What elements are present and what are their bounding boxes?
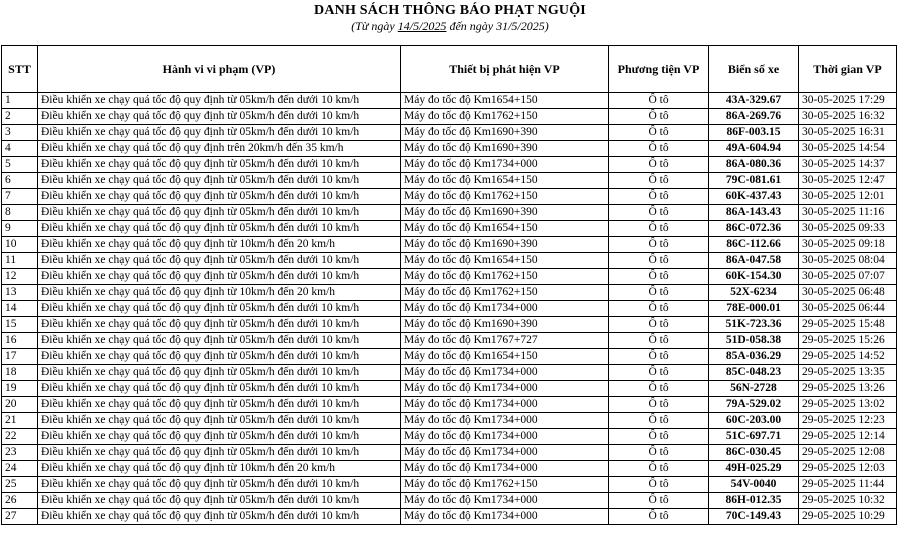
cell-behavior: Điều khiển xe chạy quá tốc độ quy định từ 05km/h đến dưới 10 km/h xyxy=(38,445,401,461)
cell-device: Máy đo tốc độ Km1762+150 xyxy=(401,285,609,301)
document-title: DANH SÁCH THÔNG BÁO PHẠT NGUỘI xyxy=(314,3,586,18)
cell-stt: 1 xyxy=(2,93,38,109)
cell-device: Máy đo tốc độ Km1767+727 xyxy=(401,333,609,349)
table-header-row xyxy=(2,46,897,93)
cell-vehicle: Ô tô xyxy=(609,397,709,413)
cell-behavior: Điều khiển xe chạy quá tốc độ quy định từ 05km/h đến dưới 10 km/h xyxy=(38,397,401,413)
cell-plate: 60K-154.30 xyxy=(709,269,799,285)
document-subtitle xyxy=(0,19,900,34)
cell-time: 29-05-2025 15:26 xyxy=(799,333,897,349)
cell-time: 29-05-2025 12:08 xyxy=(799,445,897,461)
cell-behavior: Điều khiển xe chạy quá tốc độ quy định từ 05km/h đến dưới 10 km/h xyxy=(38,349,401,365)
cell-plate: 86C-030.45 xyxy=(709,445,799,461)
cell-plate: 78E-000.01 xyxy=(709,301,799,317)
cell-device: Máy đo tốc độ Km1654+150 xyxy=(401,253,609,269)
cell-stt: 13 xyxy=(2,285,38,301)
cell-stt: 8 xyxy=(2,205,38,221)
table-row xyxy=(2,125,897,141)
cell-vehicle: Ô tô xyxy=(609,445,709,461)
cell-time: 30-05-2025 07:07 xyxy=(799,269,897,285)
cell-device: Máy đo tốc độ Km1654+150 xyxy=(401,349,609,365)
cell-plate: 49A-604.94 xyxy=(709,141,799,157)
cell-device: Máy đo tốc độ Km1654+150 xyxy=(401,173,609,189)
cell-vehicle: Ô tô xyxy=(609,413,709,429)
cell-time: 30-05-2025 16:32 xyxy=(799,109,897,125)
table-row xyxy=(2,189,897,205)
cell-plate: 86H-012.35 xyxy=(709,493,799,509)
cell-device: Máy đo tốc độ Km1734+000 xyxy=(401,509,609,525)
cell-time: 30-05-2025 12:47 xyxy=(799,173,897,189)
table-row xyxy=(2,221,897,237)
cell-stt: 18 xyxy=(2,365,38,381)
cell-behavior: Điều khiển xe chạy quá tốc độ quy định từ 05km/h đến dưới 10 km/h xyxy=(38,365,401,381)
subtitle-suffix: ) xyxy=(544,19,549,33)
cell-time: 30-05-2025 14:37 xyxy=(799,157,897,173)
cell-stt: 19 xyxy=(2,381,38,397)
cell-plate: 54V-0040 xyxy=(709,477,799,493)
table-row xyxy=(2,285,897,301)
cell-stt: 2 xyxy=(2,109,38,125)
cell-stt: 23 xyxy=(2,445,38,461)
cell-plate: 49H-025.29 xyxy=(709,461,799,477)
cell-stt: 6 xyxy=(2,173,38,189)
cell-stt: 12 xyxy=(2,269,38,285)
table-row xyxy=(2,141,897,157)
cell-stt: 15 xyxy=(2,317,38,333)
table-row xyxy=(2,269,897,285)
cell-stt: 22 xyxy=(2,429,38,445)
cell-plate: 70C-149.43 xyxy=(709,509,799,525)
cell-vehicle: Ô tô xyxy=(609,429,709,445)
cell-vehicle: Ô tô xyxy=(609,349,709,365)
header-vehicle: Phương tiện VP xyxy=(609,46,709,93)
cell-stt: 14 xyxy=(2,301,38,317)
cell-device: Máy đo tốc độ Km1690+390 xyxy=(401,237,609,253)
cell-device: Máy đo tốc độ Km1734+000 xyxy=(401,381,609,397)
cell-device: Máy đo tốc độ Km1690+390 xyxy=(401,317,609,333)
subtitle-from-date: 14/5/2025 xyxy=(397,19,447,33)
subtitle-prefix: (Từ ngày xyxy=(351,19,398,33)
cell-time: 30-05-2025 12:01 xyxy=(799,189,897,205)
cell-vehicle: Ô tô xyxy=(609,381,709,397)
cell-vehicle: Ô tô xyxy=(609,461,709,477)
cell-device: Máy đo tốc độ Km1690+390 xyxy=(401,125,609,141)
cell-behavior: Điều khiển xe chạy quá tốc độ quy định từ 05km/h đến dưới 10 km/h xyxy=(38,509,401,525)
cell-device: Máy đo tốc độ Km1734+000 xyxy=(401,429,609,445)
cell-vehicle: Ô tô xyxy=(609,93,709,109)
table-row xyxy=(2,237,897,253)
cell-plate: 85A-036.29 xyxy=(709,349,799,365)
cell-plate: 86C-112.66 xyxy=(709,237,799,253)
table-row xyxy=(2,445,897,461)
cell-plate: 79C-081.61 xyxy=(709,173,799,189)
table-row xyxy=(2,253,897,269)
cell-stt: 16 xyxy=(2,333,38,349)
table-row xyxy=(2,509,897,525)
cell-vehicle: Ô tô xyxy=(609,237,709,253)
cell-device: Máy đo tốc độ Km1654+150 xyxy=(401,221,609,237)
cell-behavior: Điều khiển xe chạy quá tốc độ quy định từ 05km/h đến dưới 10 km/h xyxy=(38,477,401,493)
cell-stt: 21 xyxy=(2,413,38,429)
cell-device: Máy đo tốc độ Km1762+150 xyxy=(401,109,609,125)
subtitle-to-date: 31/5/2025 xyxy=(496,19,545,33)
table-row xyxy=(2,381,897,397)
cell-time: 29-05-2025 12:14 xyxy=(799,429,897,445)
cell-plate: 85C-048.23 xyxy=(709,365,799,381)
cell-stt: 7 xyxy=(2,189,38,205)
cell-time: 30-05-2025 09:33 xyxy=(799,221,897,237)
cell-plate: 56N-2728 xyxy=(709,381,799,397)
cell-stt: 9 xyxy=(2,221,38,237)
cell-device: Máy đo tốc độ Km1734+000 xyxy=(401,301,609,317)
table-row xyxy=(2,109,897,125)
cell-device: Máy đo tốc độ Km1690+390 xyxy=(401,141,609,157)
cell-device: Máy đo tốc độ Km1734+000 xyxy=(401,365,609,381)
cell-behavior: Điều khiển xe chạy quá tốc độ quy định từ 05km/h đến dưới 10 km/h xyxy=(38,301,401,317)
cell-plate: 51K-723.36 xyxy=(709,317,799,333)
cell-device: Máy đo tốc độ Km1734+000 xyxy=(401,397,609,413)
cell-plate: 52X-6234 xyxy=(709,285,799,301)
cell-stt: 5 xyxy=(2,157,38,173)
cell-behavior: Điều khiển xe chạy quá tốc độ quy định từ 10km/h đến 20 km/h xyxy=(38,285,401,301)
header-behavior: Hành vi vi phạm (VP) xyxy=(38,46,401,93)
cell-device: Máy đo tốc độ Km1734+000 xyxy=(401,445,609,461)
cell-plate: 86F-003.15 xyxy=(709,125,799,141)
cell-behavior: Điều khiển xe chạy quá tốc độ quy định từ 05km/h đến dưới 10 km/h xyxy=(38,333,401,349)
table-row xyxy=(2,413,897,429)
cell-device: Máy đo tốc độ Km1734+000 xyxy=(401,157,609,173)
cell-behavior: Điều khiển xe chạy quá tốc độ quy định từ 05km/h đến dưới 10 km/h xyxy=(38,189,401,205)
cell-stt: 17 xyxy=(2,349,38,365)
cell-time: 30-05-2025 14:54 xyxy=(799,141,897,157)
cell-behavior: Điều khiển xe chạy quá tốc độ quy định từ 05km/h đến dưới 10 km/h xyxy=(38,157,401,173)
table-row xyxy=(2,461,897,477)
cell-behavior: Điều khiển xe chạy quá tốc độ quy định từ 05km/h đến dưới 10 km/h xyxy=(38,413,401,429)
cell-time: 30-05-2025 16:31 xyxy=(799,125,897,141)
cell-behavior: Điều khiển xe chạy quá tốc độ quy định từ 05km/h đến dưới 10 km/h xyxy=(38,253,401,269)
cell-time: 30-05-2025 06:44 xyxy=(799,301,897,317)
table-row xyxy=(2,397,897,413)
cell-time: 29-05-2025 10:29 xyxy=(799,509,897,525)
cell-time: 30-05-2025 11:16 xyxy=(799,205,897,221)
cell-stt: 27 xyxy=(2,509,38,525)
cell-time: 30-05-2025 09:18 xyxy=(799,237,897,253)
cell-behavior: Điều khiển xe chạy quá tốc độ quy định từ 05km/h đến dưới 10 km/h xyxy=(38,493,401,509)
cell-vehicle: Ô tô xyxy=(609,109,709,125)
cell-behavior: Điều khiển xe chạy quá tốc độ quy định từ 05km/h đến dưới 10 km/h xyxy=(38,221,401,237)
cell-stt: 25 xyxy=(2,477,38,493)
table-row xyxy=(2,477,897,493)
header-device: Thiết bị phát hiện VP xyxy=(401,46,609,93)
cell-vehicle: Ô tô xyxy=(609,173,709,189)
header-time: Thời gian VP xyxy=(799,46,897,93)
cell-vehicle: Ô tô xyxy=(609,365,709,381)
cell-time: 29-05-2025 11:44 xyxy=(799,477,897,493)
cell-device: Máy đo tốc độ Km1654+150 xyxy=(401,93,609,109)
cell-behavior: Điều khiển xe chạy quá tốc độ quy định từ 05km/h đến dưới 10 km/h xyxy=(38,317,401,333)
cell-device: Máy đo tốc độ Km1734+000 xyxy=(401,493,609,509)
table-row xyxy=(2,429,897,445)
table-row xyxy=(2,493,897,509)
table-row xyxy=(2,93,897,109)
cell-stt: 10 xyxy=(2,237,38,253)
cell-behavior: Điều khiển xe chạy quá tốc độ quy định từ 10km/h đến 20 km/h xyxy=(38,461,401,477)
cell-plate: 51D-058.38 xyxy=(709,333,799,349)
table-row xyxy=(2,157,897,173)
cell-plate: 43A-329.67 xyxy=(709,93,799,109)
cell-vehicle: Ô tô xyxy=(609,493,709,509)
cell-time: 29-05-2025 13:35 xyxy=(799,365,897,381)
table-row xyxy=(2,333,897,349)
cell-vehicle: Ô tô xyxy=(609,301,709,317)
header-stt: STT xyxy=(2,46,38,93)
cell-vehicle: Ô tô xyxy=(609,157,709,173)
cell-vehicle: Ô tô xyxy=(609,141,709,157)
cell-time: 29-05-2025 14:52 xyxy=(799,349,897,365)
cell-plate: 79A-529.02 xyxy=(709,397,799,413)
cell-behavior: Điều khiển xe chạy quá tốc độ quy định từ 05km/h đến dưới 10 km/h xyxy=(38,125,401,141)
table-body xyxy=(2,93,897,525)
cell-behavior: Điều khiển xe chạy quá tốc độ quy định từ 05km/h đến dưới 10 km/h xyxy=(38,429,401,445)
cell-vehicle: Ô tô xyxy=(609,125,709,141)
cell-behavior: Điều khiển xe chạy quá tốc độ quy định từ 05km/h đến dưới 10 km/h xyxy=(38,381,401,397)
table-row xyxy=(2,173,897,189)
cell-time: 30-05-2025 08:04 xyxy=(799,253,897,269)
table-row xyxy=(2,365,897,381)
table-row xyxy=(2,301,897,317)
cell-time: 29-05-2025 10:32 xyxy=(799,493,897,509)
cell-plate: 86C-072.36 xyxy=(709,221,799,237)
cell-time: 30-05-2025 17:29 xyxy=(799,93,897,109)
cell-stt: 24 xyxy=(2,461,38,477)
cell-vehicle: Ô tô xyxy=(609,269,709,285)
table-row xyxy=(2,205,897,221)
cell-behavior: Điều khiển xe chạy quá tốc độ quy định trên 20km/h đến 35 km/h xyxy=(38,141,401,157)
cell-device: Máy đo tốc độ Km1762+150 xyxy=(401,477,609,493)
cell-vehicle: Ô tô xyxy=(609,253,709,269)
cell-behavior: Điều khiển xe chạy quá tốc độ quy định từ 05km/h đến dưới 10 km/h xyxy=(38,269,401,285)
cell-time: 29-05-2025 12:23 xyxy=(799,413,897,429)
cell-stt: 11 xyxy=(2,253,38,269)
cell-vehicle: Ô tô xyxy=(609,205,709,221)
cell-behavior: Điều khiển xe chạy quá tốc độ quy định từ 10km/h đến 20 km/h xyxy=(38,237,401,253)
cell-plate: 60C-203.00 xyxy=(709,413,799,429)
cell-stt: 26 xyxy=(2,493,38,509)
cell-time: 29-05-2025 13:26 xyxy=(799,381,897,397)
subtitle-mid: đến ngày xyxy=(446,19,497,33)
cell-time: 29-05-2025 12:03 xyxy=(799,461,897,477)
cell-behavior: Điều khiển xe chạy quá tốc độ quy định từ 05km/h đến dưới 10 km/h xyxy=(38,173,401,189)
cell-stt: 3 xyxy=(2,125,38,141)
cell-vehicle: Ô tô xyxy=(609,285,709,301)
cell-plate: 86A-143.43 xyxy=(709,205,799,221)
cell-vehicle: Ô tô xyxy=(609,317,709,333)
table-row xyxy=(2,317,897,333)
cell-time: 30-05-2025 06:48 xyxy=(799,285,897,301)
cell-behavior: Điều khiển xe chạy quá tốc độ quy định từ 05km/h đến dưới 10 km/h xyxy=(38,205,401,221)
cell-stt: 4 xyxy=(2,141,38,157)
cell-plate: 86A-080.36 xyxy=(709,157,799,173)
table-row xyxy=(2,349,897,365)
cell-vehicle: Ô tô xyxy=(609,333,709,349)
cell-device: Máy đo tốc độ Km1762+150 xyxy=(401,269,609,285)
cell-time: 29-05-2025 15:48 xyxy=(799,317,897,333)
cell-plate: 60K-437.43 xyxy=(709,189,799,205)
cell-time: 29-05-2025 13:02 xyxy=(799,397,897,413)
cell-stt: 20 xyxy=(2,397,38,413)
cell-behavior: Điều khiển xe chạy quá tốc độ quy định từ 05km/h đến dưới 10 km/h xyxy=(38,109,401,125)
cell-plate: 86A-047.58 xyxy=(709,253,799,269)
cell-device: Máy đo tốc độ Km1734+000 xyxy=(401,413,609,429)
cell-vehicle: Ô tô xyxy=(609,221,709,237)
cell-vehicle: Ô tô xyxy=(609,509,709,525)
cell-vehicle: Ô tô xyxy=(609,477,709,493)
cell-plate: 86A-269.76 xyxy=(709,109,799,125)
cell-device: Máy đo tốc độ Km1690+390 xyxy=(401,205,609,221)
header-plate: Biển số xe xyxy=(709,46,799,93)
cell-plate: 51C-697.71 xyxy=(709,429,799,445)
cell-device: Máy đo tốc độ Km1734+000 xyxy=(401,461,609,477)
cell-vehicle: Ô tô xyxy=(609,189,709,205)
cell-device: Máy đo tốc độ Km1762+150 xyxy=(401,189,609,205)
violations-table xyxy=(1,45,897,525)
cell-behavior: Điều khiển xe chạy quá tốc độ quy định từ 05km/h đến dưới 10 km/h xyxy=(38,93,401,109)
